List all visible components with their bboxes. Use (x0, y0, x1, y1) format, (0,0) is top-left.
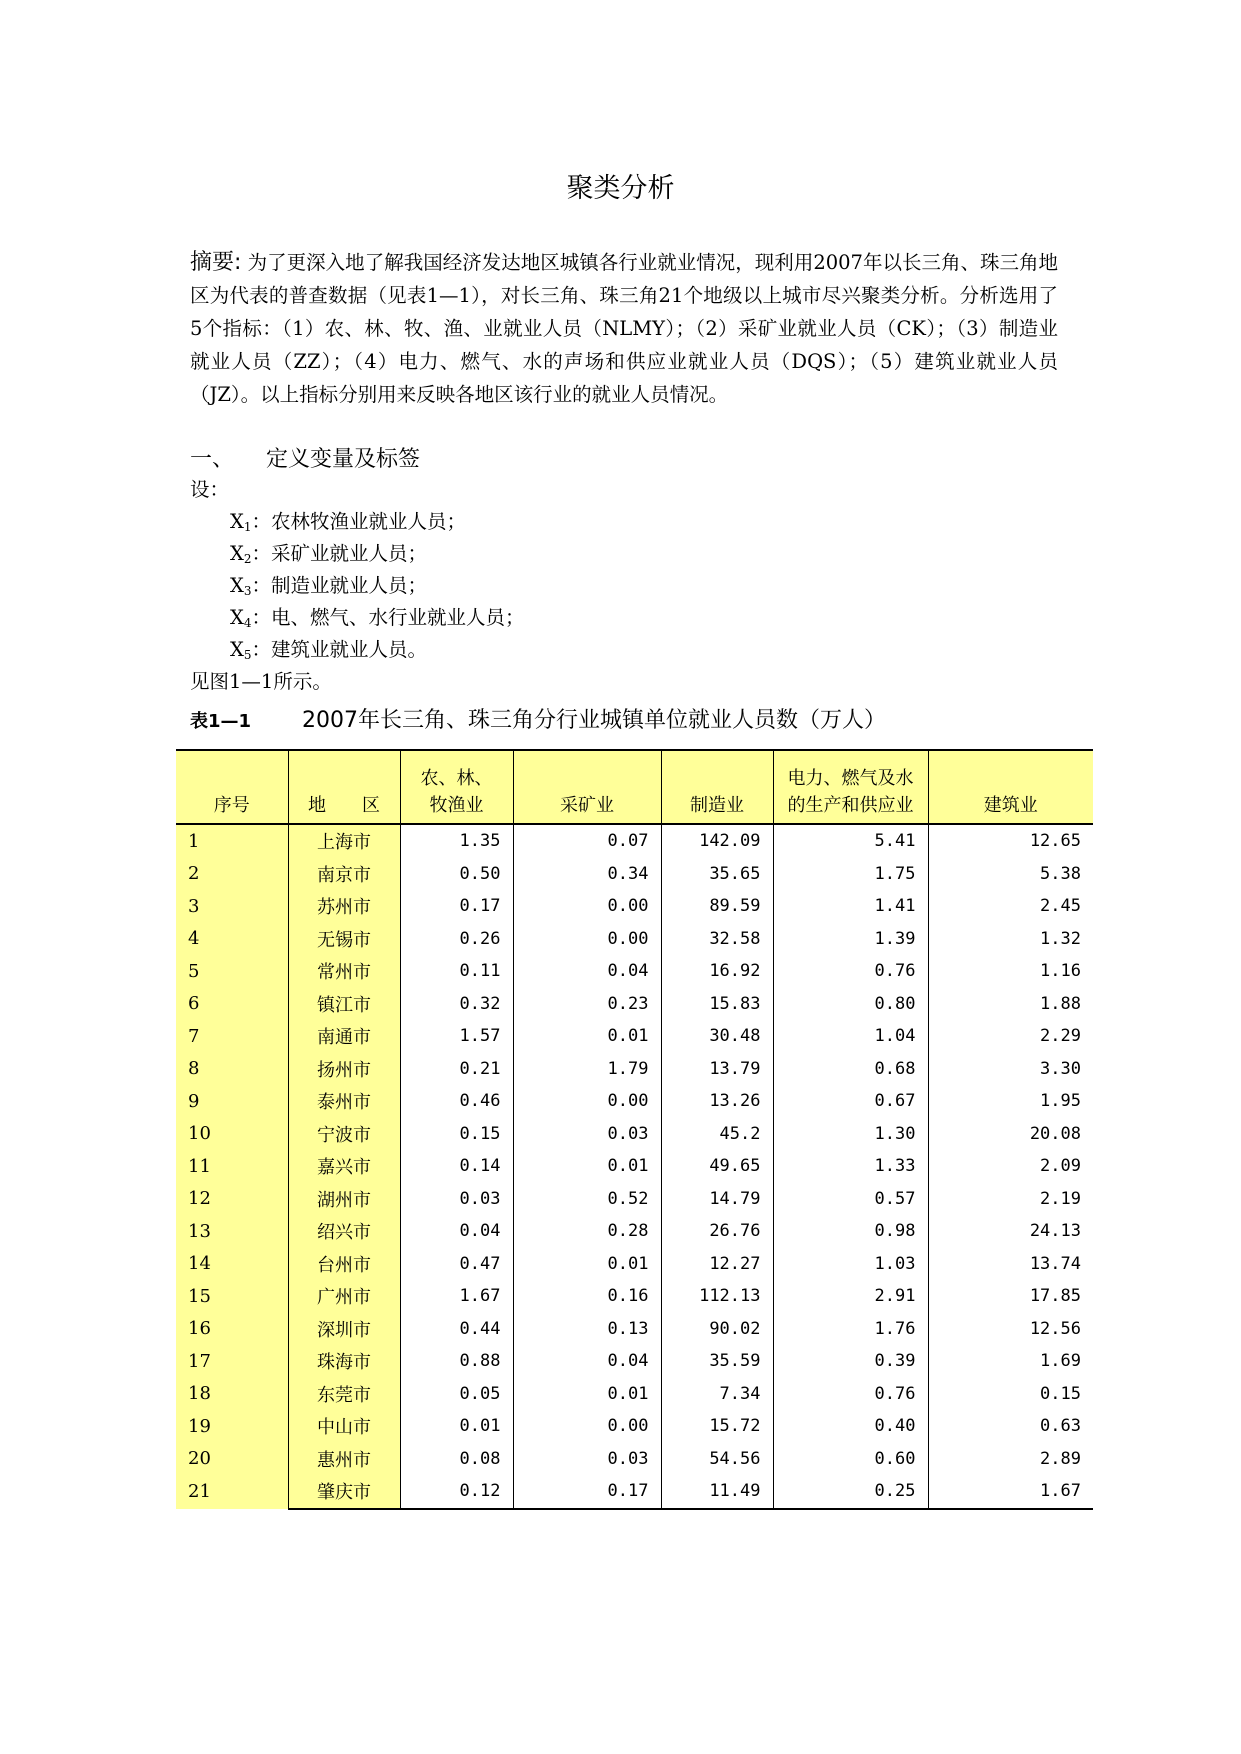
mining-cell: 0.00 (513, 923, 661, 956)
mining-cell: 0.00 (513, 1410, 661, 1443)
region-cell: 广州市 (288, 1280, 400, 1313)
variable-subscript: 3 (243, 584, 252, 598)
seq-cell: 9 (176, 1085, 288, 1118)
seq-cell: 16 (176, 1313, 288, 1346)
table-row (176, 890, 1093, 923)
mining-cell: 0.01 (513, 1020, 661, 1053)
variable-symbol: X (230, 542, 244, 565)
construction-cell: 2.29 (1040, 1026, 1081, 1047)
variable-item (230, 605, 525, 636)
mining-cell: 0.03 (513, 1118, 661, 1151)
seq-cell: 2 (176, 858, 288, 891)
header-agriculture: 农、林、牧渔业 (400, 750, 513, 824)
table-row (176, 824, 1093, 858)
table-row (176, 1475, 1093, 1509)
agriculture-cell: 1.35 (400, 824, 513, 858)
agriculture-cell: 0.44 (400, 1313, 513, 1346)
variable-item (230, 509, 466, 540)
utilities-cell: 0.80 (773, 988, 928, 1021)
region-cell: 中山市 (288, 1410, 400, 1443)
abstract-paragraph (190, 246, 1058, 411)
table-row (176, 1443, 1093, 1476)
agriculture-cell: 0.26 (400, 923, 513, 956)
seq-cell: 17 (176, 1345, 288, 1378)
manufacturing-cell: 14.79 (661, 1183, 773, 1216)
seq-cell: 19 (176, 1410, 288, 1443)
manufacturing-cell: 15.72 (661, 1410, 773, 1443)
manufacturing-cell: 7.34 (661, 1378, 773, 1411)
region-cell: 惠州市 (288, 1443, 400, 1476)
construction-cell: 17.85 (1029, 1286, 1081, 1307)
manufacturing-cell: 35.59 (661, 1345, 773, 1378)
region-cell: 上海市 (288, 824, 400, 858)
table-row (176, 988, 1093, 1021)
agriculture-cell: 0.12 (400, 1475, 513, 1509)
utilities-cell: 1.76 (773, 1313, 928, 1346)
utilities-cell: 1.03 (773, 1248, 928, 1281)
variable-symbol: X (230, 606, 244, 629)
table-row (176, 923, 1093, 956)
mining-cell: 0.16 (513, 1280, 661, 1313)
construction-cell: 1.16 (1040, 961, 1081, 982)
table-row (176, 1378, 1093, 1411)
seq-cell: 18 (176, 1378, 288, 1411)
construction-cell: 1.32 (1040, 928, 1081, 949)
variable-symbol: X (230, 638, 244, 661)
header-utilities: 电力、燃气及水的生产和供应业 (773, 750, 928, 824)
agriculture-cell: 0.15 (400, 1118, 513, 1151)
agriculture-cell: 0.01 (400, 1410, 513, 1443)
construction-cell: 5.38 (1040, 863, 1081, 884)
table-row (176, 1118, 1093, 1151)
utilities-cell: 0.76 (773, 955, 928, 988)
abstract-text: 为了更深入地了解我国经济发达地区城镇各行业就业情况，现利用2007年以长三角、珠三角地区为代表的普查数据（见表1—1），对长三角、珠三角21个地级以上城市尽兴聚类分析。分析选用了5个指标：（1）农、林、牧、渔、业就业人员（NLMY）；（2）采矿业就业人员（CK）；（3）制造业就业人员（ZZ）；（4）电力、燃气、水的声场和供应业就业人员（DQS）；（5）建筑业就业人员（JZ）。以上指标分别用来反映各地区该行业的就业人员情况。 (190, 251, 1059, 406)
seq-cell: 3 (176, 890, 288, 923)
seq-cell: 20 (176, 1443, 288, 1476)
agriculture-cell: 0.88 (400, 1345, 513, 1378)
utilities-cell: 0.98 (773, 1215, 928, 1248)
seq-cell: 11 (176, 1150, 288, 1183)
construction-cell: 12.56 (1029, 1318, 1081, 1339)
agriculture-cell: 0.04 (400, 1215, 513, 1248)
region-cell: 肇庆市 (288, 1475, 400, 1509)
construction-cell: 12.65 (1029, 831, 1081, 852)
manufacturing-cell: 12.27 (661, 1248, 773, 1281)
agriculture-cell: 0.32 (400, 988, 513, 1021)
region-cell: 绍兴市 (288, 1215, 400, 1248)
manufacturing-cell: 142.09 (661, 824, 773, 858)
mining-cell: 0.28 (513, 1215, 661, 1248)
utilities-cell: 0.68 (773, 1053, 928, 1086)
agriculture-cell: 0.17 (400, 890, 513, 923)
utilities-cell: 5.41 (773, 824, 928, 858)
mining-cell: 0.34 (513, 858, 661, 891)
construction-cell: 24.13 (1029, 1221, 1081, 1242)
table-row (176, 1085, 1093, 1118)
seq-cell: 14 (176, 1248, 288, 1281)
variable-symbol: X (230, 574, 244, 597)
region-cell: 南京市 (288, 858, 400, 891)
utilities-cell: 1.39 (773, 923, 928, 956)
utilities-cell: 2.91 (773, 1280, 928, 1313)
table-row (176, 1183, 1093, 1216)
agriculture-cell: 1.57 (400, 1020, 513, 1053)
seq-cell: 13 (176, 1215, 288, 1248)
manufacturing-cell: 45.2 (661, 1118, 773, 1151)
manufacturing-cell: 89.59 (661, 890, 773, 923)
mining-cell: 0.04 (513, 1345, 661, 1378)
table-caption (190, 703, 886, 734)
employment-table (176, 749, 1093, 1510)
variable-subscript: 2 (243, 552, 252, 566)
utilities-cell: 0.67 (773, 1085, 928, 1118)
table-row (176, 1410, 1093, 1443)
region-cell: 镇江市 (288, 988, 400, 1021)
variable-subscript: 1 (243, 520, 252, 534)
manufacturing-cell: 90.02 (661, 1313, 773, 1346)
region-cell: 苏州市 (288, 890, 400, 923)
utilities-cell: 0.39 (773, 1345, 928, 1378)
seq-cell: 8 (176, 1053, 288, 1086)
table-caption-text: 2007年长三角、珠三角分行业城镇单位就业人员数（万人） (302, 708, 886, 733)
construction-cell: 13.74 (1029, 1253, 1081, 1274)
utilities-cell: 1.75 (773, 858, 928, 891)
header-mining: 采矿业 (513, 750, 661, 824)
variable-symbol: X (230, 510, 244, 533)
construction-cell: 1.95 (1040, 1091, 1081, 1112)
header-manufacturing: 制造业 (661, 750, 773, 824)
construction-cell: 1.69 (1040, 1351, 1081, 1372)
mining-cell: 0.01 (513, 1248, 661, 1281)
variable-item (230, 573, 427, 604)
construction-cell: 20.08 (1029, 1123, 1081, 1144)
mining-cell: 0.17 (513, 1475, 661, 1509)
construction-cell: 2.89 (1040, 1448, 1081, 1469)
table-row (176, 1053, 1093, 1086)
table-row (176, 1345, 1093, 1378)
variable-description: ：采矿业就业人员； (251, 542, 428, 565)
manufacturing-cell: 13.26 (661, 1085, 773, 1118)
mining-cell: 0.52 (513, 1183, 661, 1216)
manufacturing-cell: 13.79 (661, 1053, 773, 1086)
region-cell: 常州市 (288, 955, 400, 988)
region-cell: 无锡市 (288, 923, 400, 956)
utilities-cell: 1.04 (773, 1020, 928, 1053)
table-header-row (176, 750, 1093, 824)
variable-subscript: 4 (243, 616, 252, 630)
region-cell: 泰州市 (288, 1085, 400, 1118)
mining-cell: 0.23 (513, 988, 661, 1021)
seq-cell: 7 (176, 1020, 288, 1053)
agriculture-cell: 0.47 (400, 1248, 513, 1281)
section-heading (190, 442, 420, 473)
utilities-cell: 1.30 (773, 1118, 928, 1151)
mining-cell: 0.01 (513, 1378, 661, 1411)
manufacturing-cell: 30.48 (661, 1020, 773, 1053)
table-row (176, 955, 1093, 988)
utilities-cell: 0.60 (773, 1443, 928, 1476)
variable-description: ：电、燃气、水行业就业人员； (251, 606, 525, 629)
seq-cell: 6 (176, 988, 288, 1021)
utilities-cell: 1.41 (773, 890, 928, 923)
set-label: 设： (190, 478, 230, 501)
construction-cell: 1.88 (1040, 993, 1081, 1014)
abstract-label: 摘要: (190, 250, 242, 275)
header-construction: 建筑业 (928, 750, 1093, 824)
manufacturing-cell: 49.65 (661, 1150, 773, 1183)
variable-subscript: 5 (243, 648, 252, 662)
region-cell: 台州市 (288, 1248, 400, 1281)
mining-cell: 0.07 (513, 824, 661, 858)
variable-item (230, 541, 427, 572)
agriculture-cell: 0.21 (400, 1053, 513, 1086)
table-row (176, 1248, 1093, 1281)
variable-description: ：建筑业就业人员。 (251, 638, 428, 661)
mining-cell: 0.13 (513, 1313, 661, 1346)
agriculture-cell: 0.50 (400, 858, 513, 891)
table-row (176, 1280, 1093, 1313)
table-row (176, 1020, 1093, 1053)
agriculture-cell: 0.05 (400, 1378, 513, 1411)
table-row (176, 858, 1093, 891)
table-row (176, 1215, 1093, 1248)
seq-cell: 15 (176, 1280, 288, 1313)
seq-cell: 10 (176, 1118, 288, 1151)
region-cell: 湖州市 (288, 1183, 400, 1216)
mining-cell: 1.79 (513, 1053, 661, 1086)
agriculture-cell: 0.03 (400, 1183, 513, 1216)
mining-cell: 0.01 (513, 1150, 661, 1183)
construction-cell: 3.30 (1040, 1058, 1081, 1079)
header-seq: 序号 (176, 750, 288, 824)
construction-cell: 2.45 (1040, 896, 1081, 917)
region-cell: 深圳市 (288, 1313, 400, 1346)
region-cell: 嘉兴市 (288, 1150, 400, 1183)
region-cell: 东莞市 (288, 1378, 400, 1411)
region-cell: 南通市 (288, 1020, 400, 1053)
mining-cell: 0.00 (513, 890, 661, 923)
agriculture-cell: 0.14 (400, 1150, 513, 1183)
manufacturing-cell: 54.56 (661, 1443, 773, 1476)
construction-cell: 0.15 (1040, 1383, 1081, 1404)
mining-cell: 0.03 (513, 1443, 661, 1476)
utilities-cell: 1.33 (773, 1150, 928, 1183)
see-note: 见图1—1所示。 (190, 670, 332, 693)
manufacturing-cell: 15.83 (661, 988, 773, 1021)
manufacturing-cell: 32.58 (661, 923, 773, 956)
agriculture-cell: 0.08 (400, 1443, 513, 1476)
table-row (176, 1150, 1093, 1183)
agriculture-cell: 0.11 (400, 955, 513, 988)
seq-cell: 1 (176, 824, 288, 858)
construction-cell: 2.19 (1040, 1188, 1081, 1209)
manufacturing-cell: 26.76 (661, 1215, 773, 1248)
mining-cell: 0.00 (513, 1085, 661, 1118)
utilities-cell: 0.57 (773, 1183, 928, 1216)
variable-item (230, 637, 427, 668)
table-row (176, 1313, 1093, 1346)
manufacturing-cell: 16.92 (661, 955, 773, 988)
header-region: 地 区 (288, 750, 400, 824)
utilities-cell: 0.76 (773, 1378, 928, 1411)
variable-description: ：制造业就业人员； (251, 574, 428, 597)
document-title: 聚类分析 (566, 173, 675, 204)
manufacturing-cell: 35.65 (661, 858, 773, 891)
agriculture-cell: 0.46 (400, 1085, 513, 1118)
construction-cell: 1.67 (928, 1475, 1093, 1509)
mining-cell: 0.04 (513, 955, 661, 988)
variable-description: ：农林牧渔业就业人员； (251, 510, 467, 533)
seq-cell: 12 (176, 1183, 288, 1216)
utilities-cell: 0.40 (773, 1410, 928, 1443)
seq-cell: 4 (176, 923, 288, 956)
seq-cell: 21 (176, 1475, 288, 1509)
manufacturing-cell: 112.13 (661, 1280, 773, 1313)
section-number: 一、 (190, 447, 235, 472)
region-cell: 宁波市 (288, 1118, 400, 1151)
region-cell: 扬州市 (288, 1053, 400, 1086)
region-cell: 珠海市 (288, 1345, 400, 1378)
table-caption-id: 表1—1 (190, 711, 252, 732)
construction-cell: 2.09 (1040, 1156, 1081, 1177)
manufacturing-cell: 11.49 (661, 1475, 773, 1509)
agriculture-cell: 1.67 (400, 1280, 513, 1313)
construction-cell: 0.63 (1040, 1416, 1081, 1437)
utilities-cell: 0.25 (773, 1475, 928, 1509)
section-title: 定义变量及标签 (266, 447, 421, 472)
seq-cell: 5 (176, 955, 288, 988)
